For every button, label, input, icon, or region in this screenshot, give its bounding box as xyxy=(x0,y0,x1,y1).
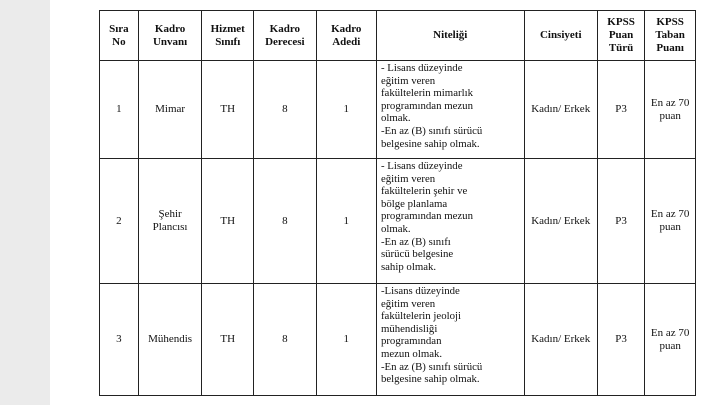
niteligi-line: sahip olmak. xyxy=(380,260,437,273)
cell-hizmet-sinifi: TH xyxy=(202,61,254,159)
cell-niteligi xyxy=(376,61,524,159)
cell-kadro-derecesi: 8 xyxy=(254,159,317,284)
cell-kadro-adedi: 1 xyxy=(316,159,376,284)
niteligi-line: -En az (B) sınıfı sürücü xyxy=(380,124,483,137)
niteligi-line: programından xyxy=(380,335,442,348)
cell-hizmet-sinifi: TH xyxy=(202,284,254,396)
cell-hizmet-sinifi: TH xyxy=(202,159,254,284)
header-hizmet-sinifi: Hizmet Sınıfı xyxy=(202,11,254,61)
niteligi-line: fakültelerin şehir ve xyxy=(380,185,468,198)
cell-sira-no: 3 xyxy=(100,284,139,396)
niteligi-line: -Lisans düzeyinde xyxy=(380,285,460,297)
cell-kpss-puan-turu: P3 xyxy=(597,61,644,159)
cell-kadro-adedi: 1 xyxy=(316,284,376,396)
table-row xyxy=(100,61,696,159)
niteligi-line: bölge planlama xyxy=(380,197,448,210)
niteligi-line: olmak. xyxy=(380,112,411,125)
niteligi-line: olmak. xyxy=(380,222,411,235)
cell-kpss-taban-puani: En az 70 puan xyxy=(645,284,696,396)
niteligi-line: eğitim veren xyxy=(380,74,436,87)
cell-kadro-unvani: Mimar xyxy=(138,61,202,159)
cell-sira-no: 1 xyxy=(100,61,139,159)
niteligi-line: mezun olmak. xyxy=(380,347,443,360)
table-row xyxy=(100,284,696,396)
cell-niteligi xyxy=(376,159,524,284)
niteligi-line: belgesine sahip olmak. xyxy=(380,373,480,386)
niteligi-line: fakültelerin jeoloji xyxy=(380,310,461,323)
niteligi-line: eğitim veren xyxy=(380,172,436,185)
niteligi-line: - Lisans düzeyinde xyxy=(380,160,463,172)
cell-kadro-adedi: 1 xyxy=(316,61,376,159)
niteligi-line: fakültelerin mimarlık xyxy=(380,87,473,100)
niteligi-line: - Lisans düzeyinde xyxy=(380,62,463,74)
cell-kadro-derecesi: 8 xyxy=(254,61,317,159)
niteligi-line: -En az (B) sınıfı sürücü xyxy=(380,360,483,373)
kadro-table xyxy=(99,10,696,396)
cell-cinsiyeti: Kadın/ Erkek xyxy=(524,284,597,396)
cell-cinsiyeti: Kadın/ Erkek xyxy=(524,159,597,284)
header-cinsiyeti: Cinsiyeti xyxy=(524,11,597,61)
cell-kpss-taban-puani: En az 70 puan xyxy=(645,159,696,284)
niteligi-line: belgesine sahip olmak. xyxy=(380,137,480,150)
cell-kpss-taban-puani: En az 70 puan xyxy=(645,61,696,159)
cell-kpss-puan-turu: P3 xyxy=(597,159,644,284)
niteligi-line: sürücü belgesine xyxy=(380,248,454,261)
cell-kadro-unvani: Mühendis xyxy=(138,284,202,396)
niteligi-line: mühendisliği xyxy=(380,322,438,335)
document-page xyxy=(50,0,704,405)
header-niteligi: Niteliği xyxy=(376,11,524,61)
header-kadro-unvani: Kadro Unvanı xyxy=(138,11,202,61)
cell-kadro-unvani: Şehir Plancısı xyxy=(138,159,202,284)
niteligi-line: programından mezun xyxy=(380,210,473,223)
cell-kpss-puan-turu: P3 xyxy=(597,284,644,396)
header-kadro-derecesi: Kadro Derecesi xyxy=(254,11,317,61)
niteligi-line: eğitim veren xyxy=(380,297,436,310)
cell-kadro-derecesi: 8 xyxy=(254,284,317,396)
table-row xyxy=(100,159,696,284)
cell-sira-no: 2 xyxy=(100,159,139,284)
cell-cinsiyeti: Kadın/ Erkek xyxy=(524,61,597,159)
header-kpss-puan-turu: KPSS Puan Türü xyxy=(597,11,644,61)
niteligi-line: -En az (B) sınıfı xyxy=(380,235,451,248)
niteligi-line: programından mezun xyxy=(380,99,473,112)
header-kadro-adedi: Kadro Adedi xyxy=(316,11,376,61)
cell-niteligi xyxy=(376,284,524,396)
header-sira-no: Sıra No xyxy=(100,11,139,61)
header-kpss-taban-puani: KPSS Taban Puanı xyxy=(645,11,696,61)
header-row xyxy=(100,11,696,61)
